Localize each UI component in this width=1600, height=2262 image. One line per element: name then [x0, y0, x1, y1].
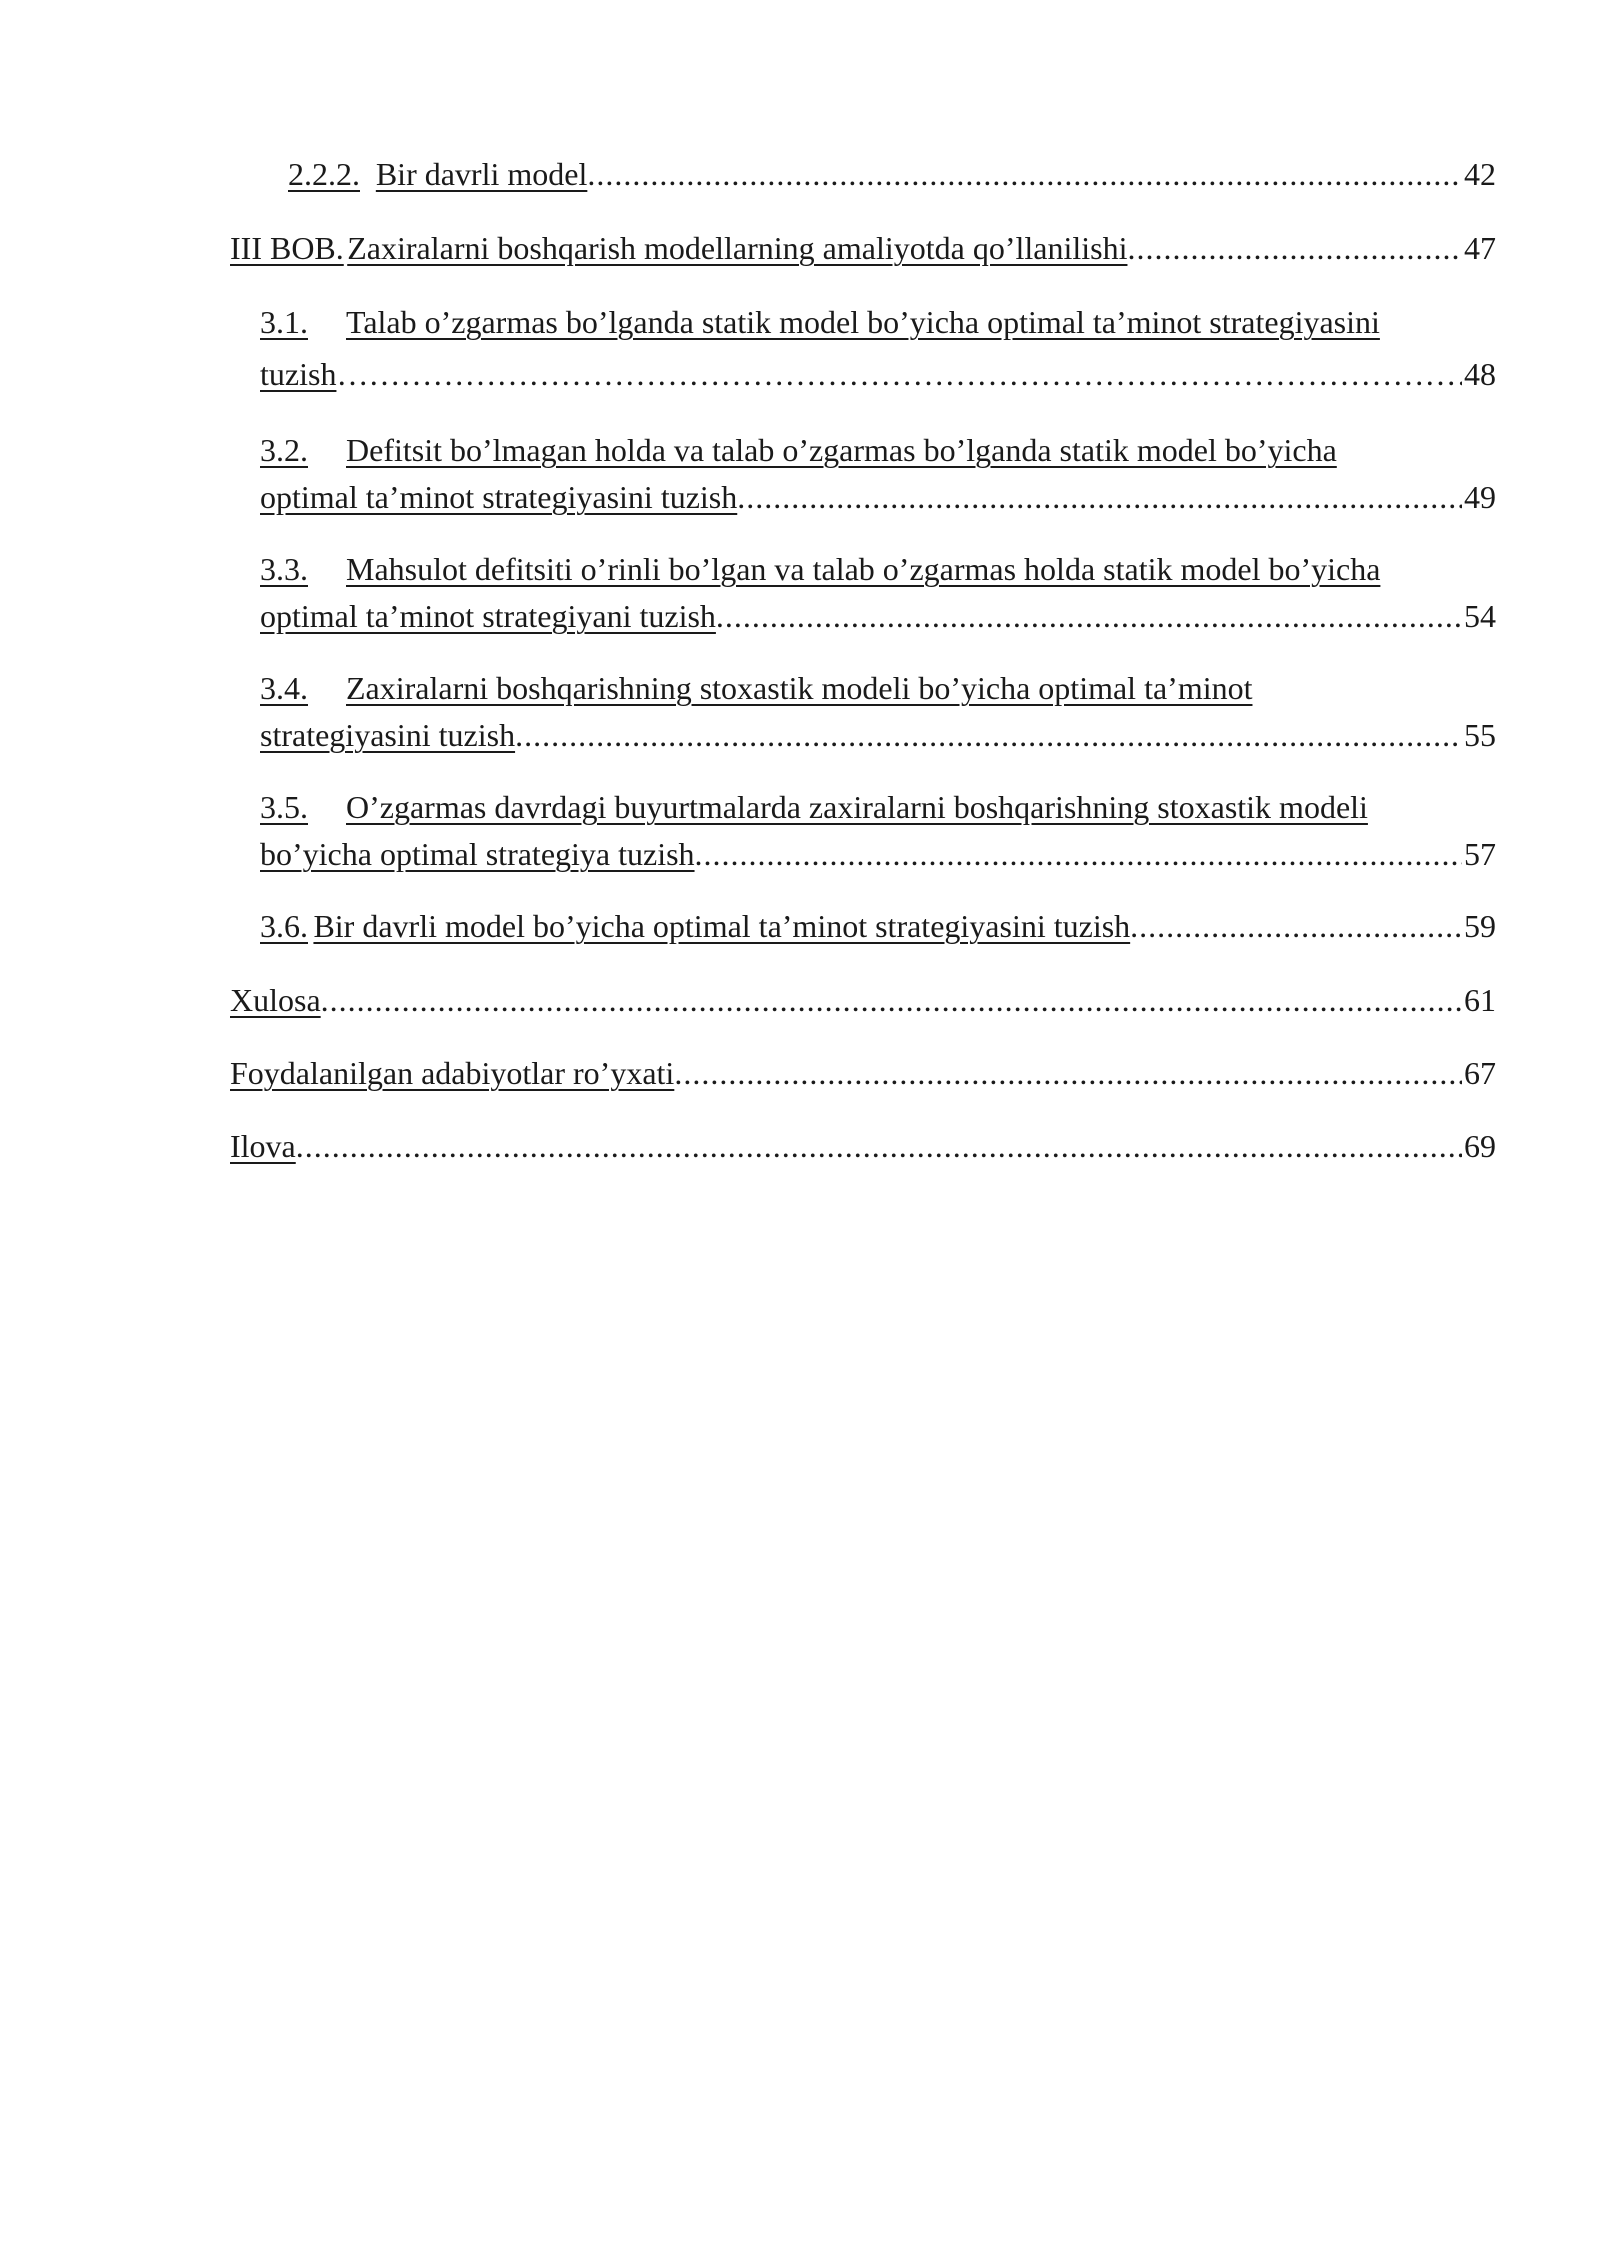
section-number: 3.2.: [260, 432, 308, 468]
section-number: 3.4.: [260, 670, 308, 706]
page-number: 55: [1464, 717, 1496, 753]
page-number: 48: [1464, 356, 1496, 392]
section-title[interactable]: Xulosa: [230, 982, 321, 1018]
section-title-line-2[interactable]: strategiyasini tuzish: [260, 717, 516, 753]
page-number: 49: [1464, 479, 1496, 515]
section-title-line-1[interactable]: Talab o’zgarmas bo’lganda statik model bo’yicha optimal ta’minot strategiyasini: [346, 304, 1380, 340]
section-number: 3.5.: [260, 789, 308, 825]
dot-leader: [321, 978, 1462, 1022]
section-title-line-2[interactable]: bo’yicha optimal strategiya tuzish: [260, 836, 695, 872]
section-number: 3.1.: [260, 304, 308, 340]
section-number: 2.2.2.: [288, 156, 360, 192]
section-title-line-2[interactable]: optimal ta’minot strategiyani tuzish: [260, 598, 716, 634]
page-number: 67: [1464, 1055, 1496, 1091]
page-number: 54: [1464, 598, 1496, 634]
section-title[interactable]: Foydalanilgan adabiyotlar ro’yxati: [230, 1055, 675, 1091]
dot-leader: [716, 594, 1462, 638]
page-number: 47: [1464, 230, 1496, 266]
dot-leader: [296, 1124, 1462, 1168]
section-title-line-1[interactable]: Mahsulot defitsiti o’rinli bo’lgan va talab o’zgarmas holda statik model bo’yicha: [346, 551, 1381, 587]
section-title[interactable]: Bir davrli model: [375, 156, 588, 192]
page-number: 69: [1464, 1128, 1496, 1164]
section-number: 3.3.: [260, 551, 308, 587]
page-number: 42: [1464, 156, 1496, 192]
section-title[interactable]: Bir davrli model bo’yicha optimal ta’minot strategiyasini tuzish: [313, 908, 1131, 944]
section-title-line-1[interactable]: Zaxiralarni boshqarishning stoxastik modeli bo’yicha optimal ta’minot: [346, 670, 1253, 706]
dot-leader: [1127, 226, 1462, 270]
chapter-title[interactable]: Zaxiralarni boshqarish modellarning amaliyotda qo’llanilishi: [347, 230, 1128, 266]
page-number: 59: [1464, 908, 1496, 944]
dot-leader: [1130, 904, 1462, 948]
dot-leader: [674, 1051, 1462, 1095]
section-title-line-1[interactable]: Defitsit bo’lmagan holda va talab o’zgarmas bo’lganda statik model bo’yicha: [346, 432, 1337, 468]
page-number: 61: [1464, 982, 1496, 1018]
section-title-line-2[interactable]: optimal ta’minot strategiyasini tuzish: [260, 479, 738, 515]
dot-leader: [336, 352, 1462, 396]
dot-leader: [737, 475, 1462, 519]
section-title-line-1[interactable]: O’zgarmas davrdagi buyurtmalarda zaxiralarni boshqarishning stoxastik modeli: [346, 789, 1368, 825]
dot-leader: [587, 152, 1462, 196]
section-title-line-2[interactable]: tuzish: [260, 356, 337, 392]
page-number: 57: [1464, 836, 1496, 872]
section-title[interactable]: Ilova: [230, 1128, 296, 1164]
chapter-number: III BOB.: [230, 230, 344, 266]
dot-leader: [515, 713, 1462, 757]
dot-leader: [695, 832, 1462, 876]
section-number: 3.6.: [260, 908, 308, 944]
